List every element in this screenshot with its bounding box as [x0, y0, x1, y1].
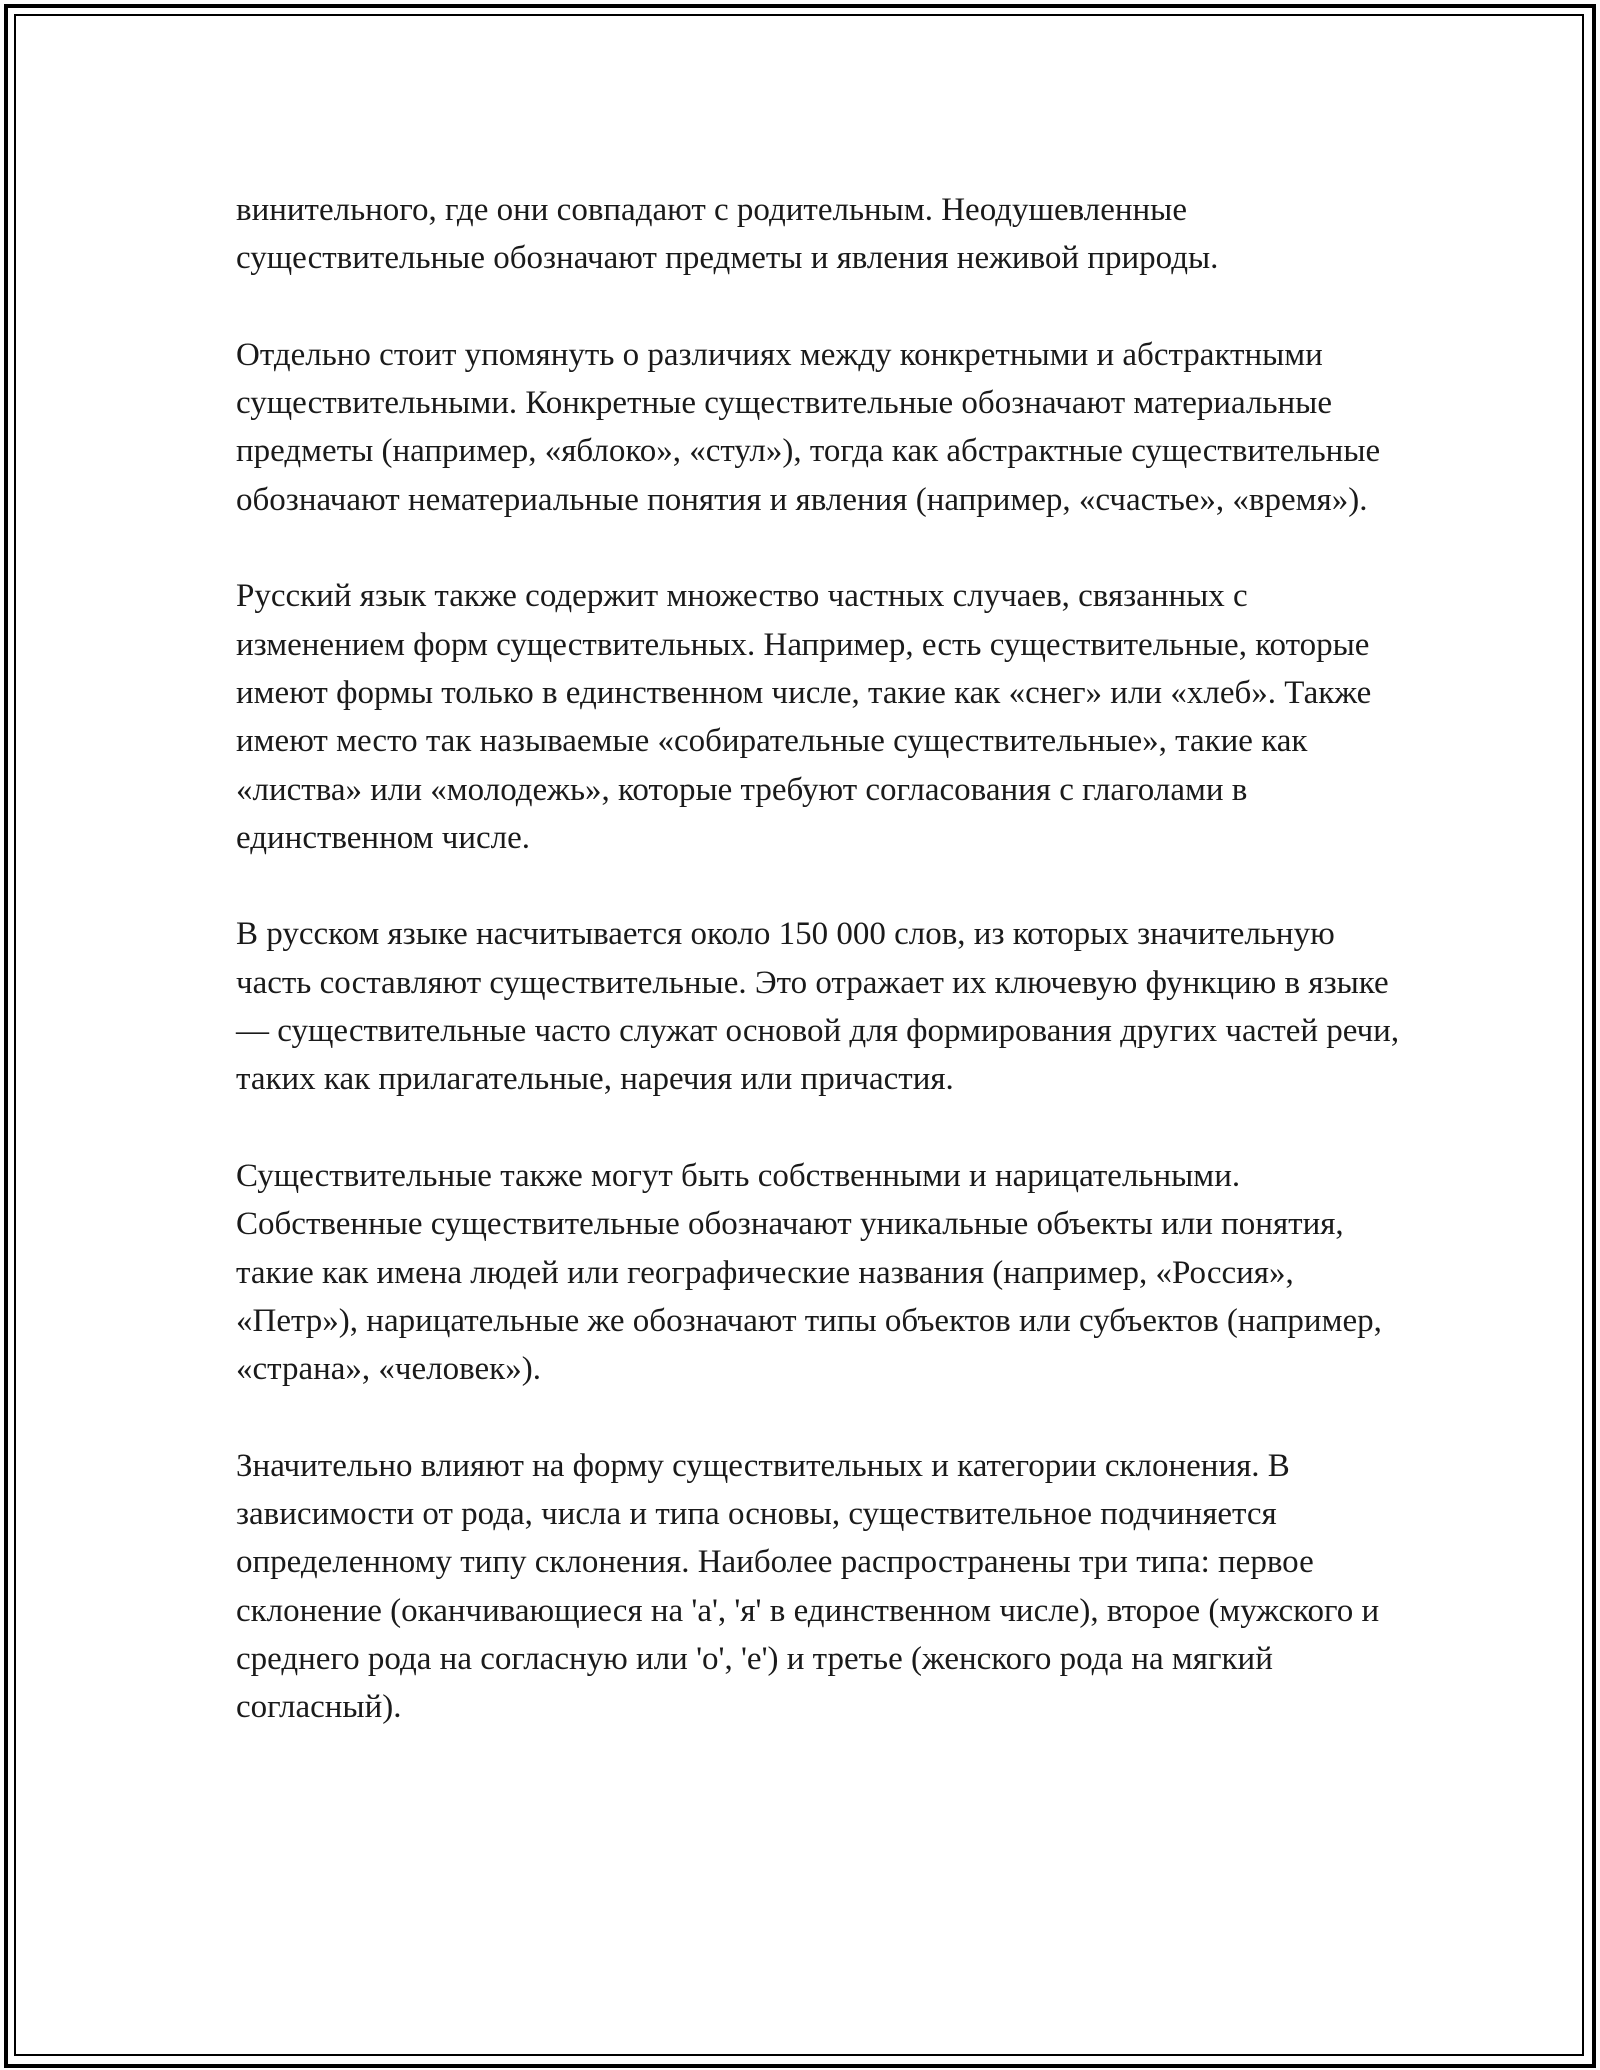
- paragraph: Русский язык также содержит множество частных случаев, связанных с изменением форм существительных. Например, есть существительные, которые имеют формы только в единственном числе, такие как «снег» или «хлеб». Также имеют место так называемые «собирательные существительные», такие как «листва» или «молодежь», которые требуют согласования с глаголами в единственном числе.: [236, 578, 1372, 856]
- paragraph: Существительные также могут быть собственными и нарицательными. Собственные существительные обозначают уникальные объекты или понятия, такие как имена людей или географические названия (например, «Россия», «Петр»), нарицательные же обозначают типы объектов или субъектов (например, «страна», «человек»).: [236, 1157, 1382, 1388]
- paragraph: Значительно влияют на форму существительных и категории склонения. В зависимости от рода, числа и типа основы, существительное подчиняется определенному типу склонения. Наиболее распространены три типа: первое склонение (оканчивающиеся на 'а', 'я' в единственном числе), второе (мужского и среднего рода на согласную или 'о', 'е') и третье (женского рода на мягкий согласный).: [236, 1447, 1380, 1726]
- paragraph: Отдельно стоит упомянуть о различиях между конкретными и абстрактными существительными. Конкретные существительные обозначают материальные предметы (например, «яблоко», «стул»), тогда как абстрактные существительные обозначают нематериальные понятия и явления (например, «счастье», «время»).: [236, 336, 1381, 518]
- document-body: [236, 186, 1406, 1780]
- paragraph: В русском языке насчитывается около 150 000 слов, из которых значительную часть составляют существительные. Это отражает их ключевую функцию в языке — существительные часто служат основой для формирования других частей речи, таких как прилагательные, наречия или причастия.: [236, 916, 1400, 1098]
- paragraph: винительного, где они совпадают с родительным. Неодушевленные существительные обозначают предметы и явления неживой природы.: [236, 192, 1219, 277]
